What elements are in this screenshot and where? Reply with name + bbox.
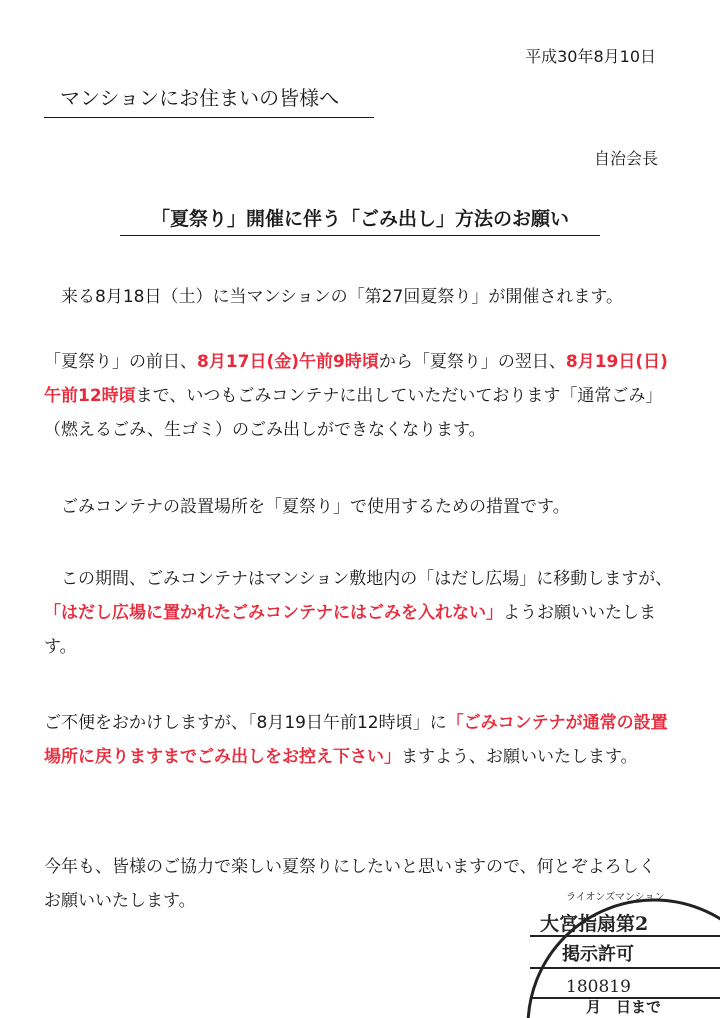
- paragraph-text: から「夏祭り」の翌日、: [378, 352, 566, 372]
- paragraph-text: この期間、ごみコンテナはマンション敷地内の「はだし広場」に移動しますが、: [44, 569, 673, 589]
- paragraph-text: ようお願いいたします。: [44, 603, 656, 657]
- stamp-date-number: 180819: [566, 977, 631, 997]
- stamp-building-name: 大宮指扇第2: [540, 913, 649, 935]
- paragraph-relocation: [44, 562, 680, 664]
- posting-permit-stamp: [526, 886, 720, 1018]
- highlight-start-datetime: 8月17日(金)午前9時頃: [197, 352, 379, 372]
- notice-date: 平成30年8月10日: [525, 47, 656, 66]
- paragraph-text: ご不便をおかけしますが、「8月19日午前12時頃」に: [44, 713, 447, 733]
- highlight-no-dumping: 「はだし広場に置かれたごみコンテナにはごみを入れない」: [44, 603, 503, 623]
- paragraph-event-announcement: 来る8月18日（土）に当マンションの「第27回夏祭り」が開催されます。: [44, 287, 623, 307]
- paragraph-text: 「夏祭り」の前日、: [44, 352, 197, 372]
- paragraph-text: ますよう、お願いいたします。: [401, 747, 638, 767]
- paragraph-text: まで、いつもごみコンテナに出していただいております「通常ごみ」（燃えるごみ、生ゴミ）のごみ出しができなくなります。: [44, 386, 663, 440]
- stamp-permit-label: 掲示許可: [562, 944, 634, 965]
- sender-name: 自治会長: [593, 149, 658, 168]
- highlight-refrain-request: 「ごみコンテナが通常の設置場所に戻りますまでごみ出しをお控え下さい」: [44, 713, 668, 767]
- stamp-graphic: [526, 886, 720, 1018]
- paragraph-reason: ごみコンテナの設置場所を「夏祭り」で使用するための措置です。: [44, 497, 570, 517]
- notice-title: 「夏祭り」開催に伴う「ごみ出し」方法のお願い: [120, 204, 600, 236]
- stamp-building-line: ライオンズマンション: [566, 892, 665, 903]
- paragraph-apology: [44, 706, 680, 774]
- stamp-until-label: 月 日まで: [586, 998, 662, 1016]
- addressee-heading: マンションにお住まいの皆様へ: [44, 82, 374, 118]
- paragraph-collection-suspension: [44, 345, 680, 447]
- highlight-end-datetime: 8月19日(日)午前12時頃: [44, 352, 668, 406]
- paragraph-closing: 今年も、皆様のご協力で楽しい夏祭りにしたいと思いますので、何とぞよろしくお願いいたします。: [44, 857, 656, 911]
